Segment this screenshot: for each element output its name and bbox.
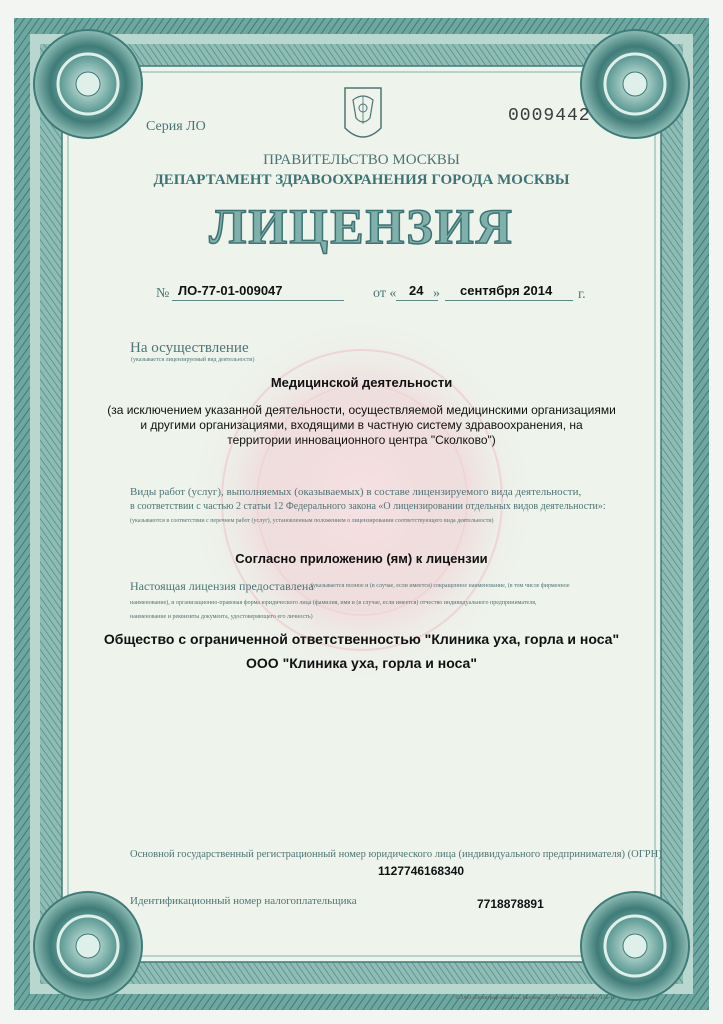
corner-rosette-icon <box>34 30 142 138</box>
works-line: Виды работ (услуг), выполняемых (оказываемых) в составе лицензируемого вида деятельности, <box>130 486 582 498</box>
activity-label: На осуществление <box>130 340 249 356</box>
licensee-full-name: Общество с ограниченной ответственностью "Клиника уха, горла и носа" <box>103 631 620 647</box>
series-label: Серия ЛО <box>146 119 206 134</box>
licensee-label: Настоящая лицензия предоставлена <box>130 579 314 593</box>
printer-imprint: © ЗАО «Полиграф-защита», Москва, 2012, уровень «В», лиц. 135-12 <box>455 995 616 1001</box>
government-title: ПРАВИТЕЛЬСТВО МОСКВЫ <box>263 152 460 168</box>
licensee-short-name: ООО "Клиника уха, горла и носа" <box>246 655 477 671</box>
ogrn-label: Основной государственный регистрационный номер юридического лица (индивидуального предпринимателя) (ОГРН) <box>130 849 662 860</box>
number-label: № <box>156 286 170 301</box>
date-month-year: сентября 2014 <box>460 283 553 298</box>
inn-label: Идентификационный номер налогоплательщика <box>130 895 357 907</box>
activity-note-line: территории инновационного центра "Сколково") <box>227 433 496 447</box>
licensee-hint: наименование и реквизиты документа, удостоверяющего его личность) <box>130 614 313 620</box>
inn-value: 7718878891 <box>477 897 544 911</box>
date-from-label: от « <box>373 286 397 301</box>
activity-name: Медицинской деятельности <box>270 375 453 390</box>
date-day: 24 <box>409 283 424 298</box>
department-title: ДЕПАРТАМЕНТ ЗДРАВООХРАНЕНИЯ ГОРОДА МОСКВЫ <box>153 172 570 188</box>
works-line: в соответствии с частью 2 статьи 12 Федерального закона «О лицензировании отдельных видов деятельности»: <box>130 501 606 512</box>
works-value: Согласно приложению (ям) к лицензии <box>235 551 488 566</box>
date-day-close: » <box>433 286 440 301</box>
corner-rosette-icon <box>581 30 689 138</box>
activity-hint: (указывается лицензируемый вид деятельности) <box>131 357 255 363</box>
serial-number: 0009442 <box>508 106 591 126</box>
month-underline <box>445 300 573 301</box>
activity-note-line: и другими организациями, входящими в частную систему здравоохранения, на <box>140 418 583 432</box>
document-title: ЛИЦЕНЗИЯ <box>209 198 514 254</box>
works-hint: (указываются в соответствии с перечнем работ (услуг), установленным положением о лицензировании соответствующего вида деятельности) <box>130 518 494 524</box>
license-number: ЛО-77-01-009047 <box>178 283 283 298</box>
licensee-hint: (указывается полное и (в случае, если имеется) сокращенное наименование, (в том числе фирменное <box>311 583 570 589</box>
ogrn-value: 1127746168340 <box>378 864 465 878</box>
corner-rosette-icon <box>34 892 142 1000</box>
number-underline <box>172 300 344 301</box>
coat-of-arms-icon <box>345 88 381 137</box>
day-underline <box>396 300 438 301</box>
corner-rosette-icon <box>581 892 689 1000</box>
year-suffix: г. <box>578 287 586 302</box>
activity-note-line: (за исключением указанной деятельности, осуществляемой медицинскими организациями <box>107 403 616 417</box>
licensee-hint: наименование), и организационно-правовая форма юридического лица (фамилия, имя и (в случае, если имеется) отчество индивидуального предпринимателя, <box>130 600 537 606</box>
